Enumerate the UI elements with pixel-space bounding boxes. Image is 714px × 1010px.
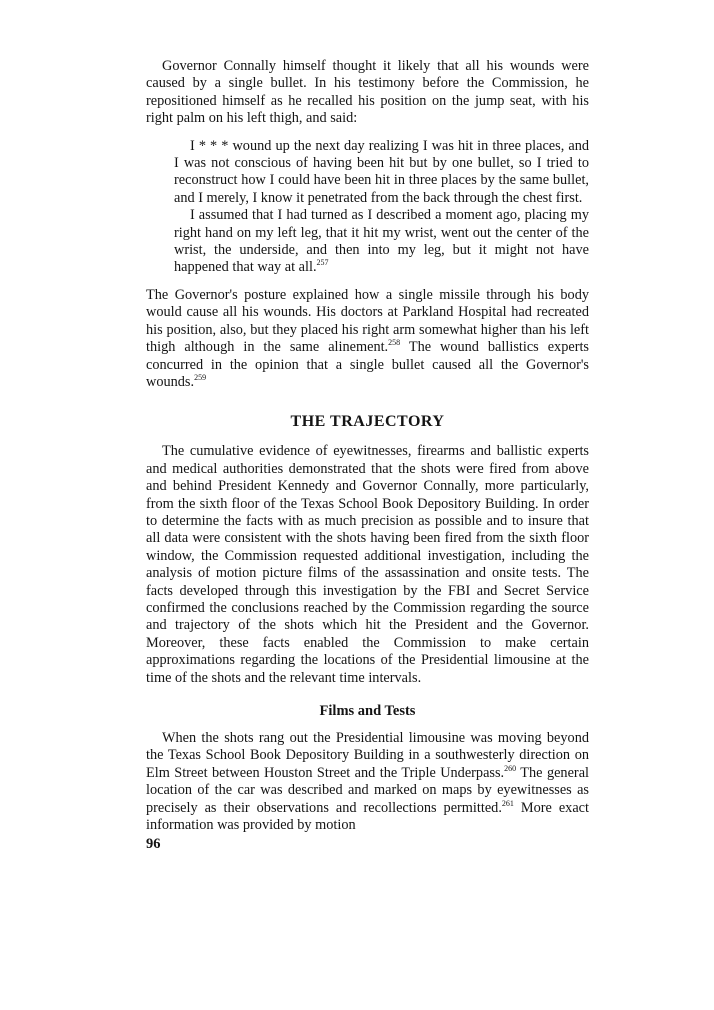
shots-text-b: The general location of the car was described and marked on maps by eyewitnesses as precisely as their observations and recollections permitted. bbox=[146, 764, 590, 816]
shots-text-c: More exact information was provided by motion bbox=[146, 799, 589, 834]
quote-paragraph-2-text: I assumed that I had turned as I described a moment ago, placing my right hand on my left leg, that it hit my wrist, went out the center of the wrist, the underside, and then into my leg, but it might not have happened that way at all. bbox=[174, 207, 589, 276]
paragraph-shots-rang-out bbox=[146, 730, 589, 834]
footnote-ref-258: 258 bbox=[388, 338, 401, 348]
page-number: 96 bbox=[146, 836, 161, 852]
quote-paragraph-1: I * * * wound up the next day realizing I was hit in three places, and I was not conscious of having been hit but by one bullet, so I tried to reconstruct how I could have been hit in three places by the same bullet, and I merely, I know it penetrated from the back through the chest first. bbox=[174, 137, 589, 206]
section-heading-trajectory: THE TRAJECTORY bbox=[290, 413, 445, 431]
paragraph-connally-testimony-intro: Governor Connally himself thought it likely that all his wounds were caused by a single bullet. In his testimony before the Commission, he repositioned himself as he recalled his position on the jump seat, with his right palm on his left thigh, and said: bbox=[146, 58, 589, 127]
subsection-heading-films-tests: Films and Tests bbox=[319, 703, 416, 719]
footnote-ref-259: 259 bbox=[194, 373, 207, 383]
document-page bbox=[146, 58, 589, 834]
quote-paragraph-2 bbox=[174, 207, 589, 277]
footnote-ref-257: 257 bbox=[316, 258, 329, 268]
paragraph-cumulative-evidence: The cumulative evidence of eyewitnesses, firearms and ballistic experts and medical authorities demonstrated that the shots were fired from above and behind President Kennedy and Governor Connally, more particularly, from the sixth floor of the Texas School Book Depository Building. In order to determine the facts with as much precision as possible and to insure that all data were consistent with the shots having been fired from the sixth floor window, the Commission requested additional investigation, including the analysis of motion picture films of the assassination and onsite tests. The facts developed through this investigation by the FBI and Secret Service confirmed the conclusions reached by the Commission regarding the source and trajectory of the shots which hit the President and the Governor. Moreover, these facts enabled the Commission to make certain approximations regarding the locations of the Presidential limousine at the time of the shots and the relevant time intervals. bbox=[146, 443, 589, 686]
footnote-ref-261: 261 bbox=[501, 798, 514, 808]
posture-text-a: The Governor's posture explained how a single missile through his body would cause all his wounds. His doctors at Parkland Hospital had recreated his position, also, but they placed his right arm somewhat higher than his left thigh although in the same alinement. bbox=[146, 286, 589, 356]
paragraph-governor-posture bbox=[146, 287, 589, 391]
shots-text-a: When the shots rang out the Presidential limousine was moving beyond the Texas School Book Depository Building in a southwesterly direction on Elm Street between Houston Street and the Triple Underpass. bbox=[146, 730, 589, 781]
posture-text-b: The wound ballistics experts concurred in the opinion that a single bullet caused all the Governor's wounds. bbox=[146, 339, 589, 390]
footnote-ref-260: 260 bbox=[504, 764, 517, 774]
block-quote-connally bbox=[174, 138, 589, 277]
